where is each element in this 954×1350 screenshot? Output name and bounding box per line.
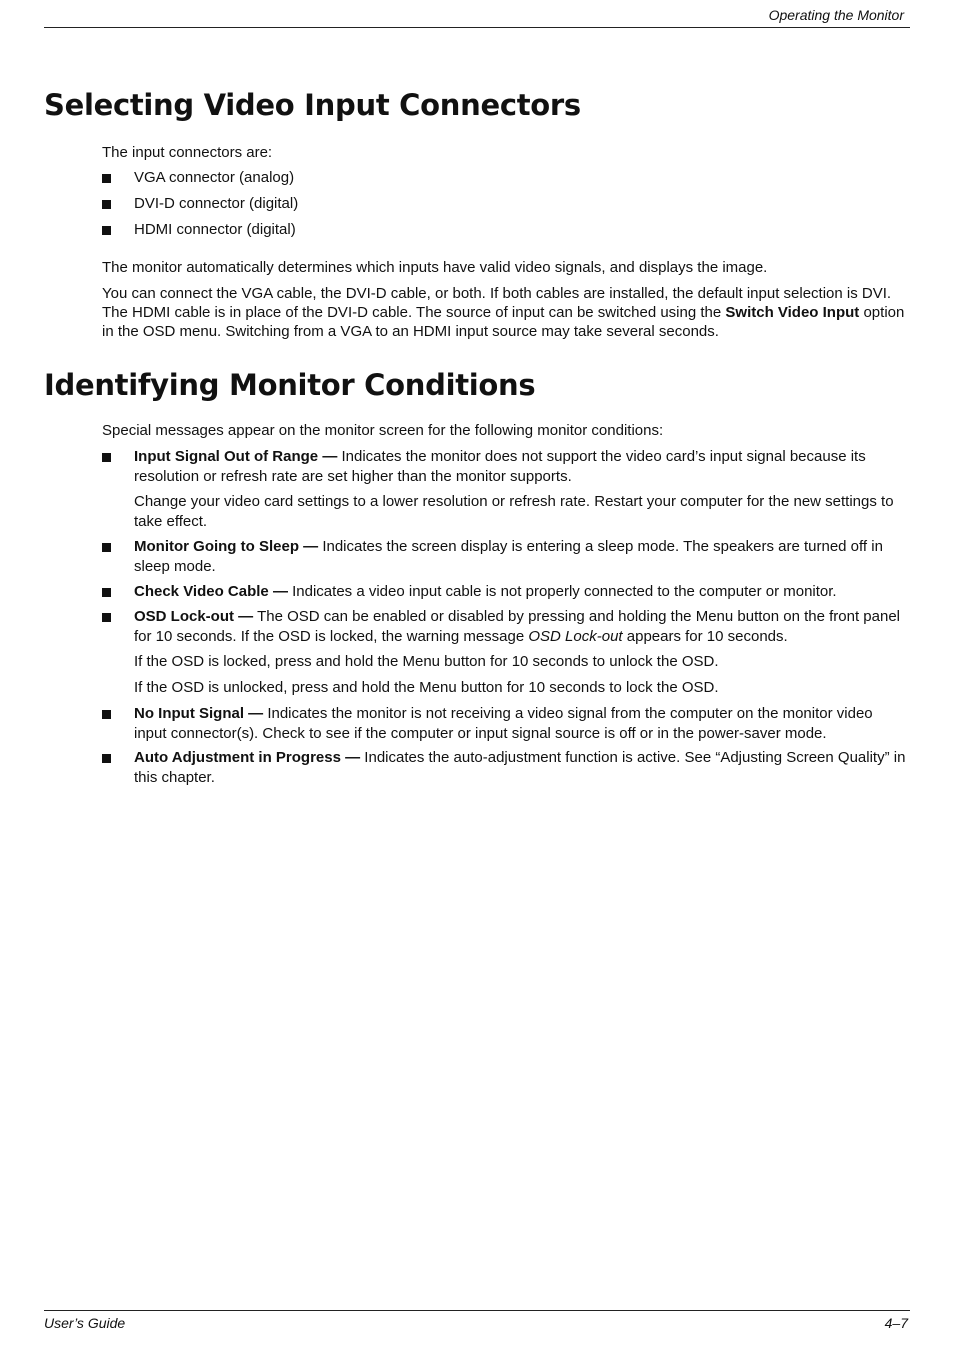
condition-description: The OSD can be enabled or disabled by pressing and holding the Menu button on the front panel for 10 seconds. If the OSD is locked, the warning message (134, 608, 901, 645)
list-item-text: DVI-D connector (digital) (134, 195, 299, 212)
condition-description: Indicates the screen display is entering a sleep mode. The speakers are turned off in sleep mode. (134, 538, 883, 575)
bullet-square-icon (102, 453, 111, 462)
condition-description: Indicates the auto-adjustment function is active. See “Adjusting Screen Quality” in this chapter. (134, 749, 906, 786)
running-footer (44, 1310, 910, 1331)
bullet-square-icon (102, 613, 111, 622)
osd-locked-note: If the OSD is locked, press and hold the Menu button for 10 seconds to unlock the OSD. (134, 653, 719, 670)
condition-text (134, 704, 908, 743)
paragraph-text: option in the OSD menu. Switching from a VGA to an HDMI input source may take several seconds. (102, 304, 905, 340)
bullet-square-icon (102, 200, 111, 209)
condition-text (134, 582, 908, 602)
out-of-range-followup: Change your video card settings to a lower resolution or refresh rate. Restart your computer for the new settings to take effect. (134, 493, 894, 530)
footer-guide-name: User’s Guide (44, 1315, 126, 1331)
footer-page-number: 4–7 (884, 1315, 908, 1331)
condition-term: OSD Lock-out — (134, 608, 254, 625)
condition-term: Monitor Going to Sleep — (134, 538, 319, 555)
bullet-square-icon (102, 543, 111, 552)
condition-term: Auto Adjustment in Progress — (134, 749, 361, 766)
bullet-square-icon (102, 226, 111, 235)
section-heading-selecting-video-input: Selecting Video Input Connectors (44, 88, 581, 122)
condition-term: Check Video Cable — (134, 583, 288, 600)
paragraph-text: You can connect the VGA cable, the DVI-D cable, or both. If both cables are installed, the default input selection is DVI. The HDMI cable is in place of the DVI-D cable. The source of input can be switched using the (102, 285, 892, 321)
bullet-square-icon (102, 588, 111, 597)
condition-term: No Input Signal — (134, 705, 264, 722)
bullet-square-icon (102, 174, 111, 183)
condition-text (134, 447, 908, 486)
condition-term: Input Signal Out of Range — (134, 448, 338, 465)
condition-description: Indicates the monitor is not receiving a video signal from the computer on the monitor video input connector(s). Check to see if the computer or input signal source is off or in the power-saver mode. (134, 705, 873, 742)
list-item-text: HDMI connector (digital) (134, 221, 296, 238)
list-item-text: VGA connector (analog) (134, 169, 295, 186)
running-header (44, 6, 910, 28)
auto-detect-paragraph: The monitor automatically determines which inputs have valid video signals, and displays the image. (102, 259, 768, 276)
osd-unlocked-note: If the OSD is unlocked, press and hold the Menu button for 10 seconds to lock the OSD. (134, 679, 719, 696)
cable-connection-paragraph (102, 284, 908, 341)
condition-description: Indicates a video input cable is not properly connected to the computer or monitor. (287, 583, 837, 600)
switch-video-input-term: Switch Video Input (725, 304, 860, 321)
conditions-intro: Special messages appear on the monitor screen for the following monitor conditions: (102, 422, 664, 439)
osd-lock-out-message: OSD Lock-out (528, 627, 623, 645)
connectors-intro: The input connectors are: (102, 144, 273, 161)
bullet-square-icon (102, 710, 111, 719)
condition-text (134, 537, 908, 576)
condition-description: appears for 10 seconds. (622, 627, 788, 645)
condition-description: Indicates the monitor does not support the video card’s input signal because its resolution or refresh rate are set higher than the monitor supports. (134, 448, 866, 485)
condition-text (134, 748, 908, 787)
section-heading-identifying-monitor-conditions: Identifying Monitor Conditions (44, 368, 536, 402)
bullet-square-icon (102, 754, 111, 763)
running-header-title: Operating the Monitor (768, 7, 904, 23)
condition-text (134, 607, 908, 646)
